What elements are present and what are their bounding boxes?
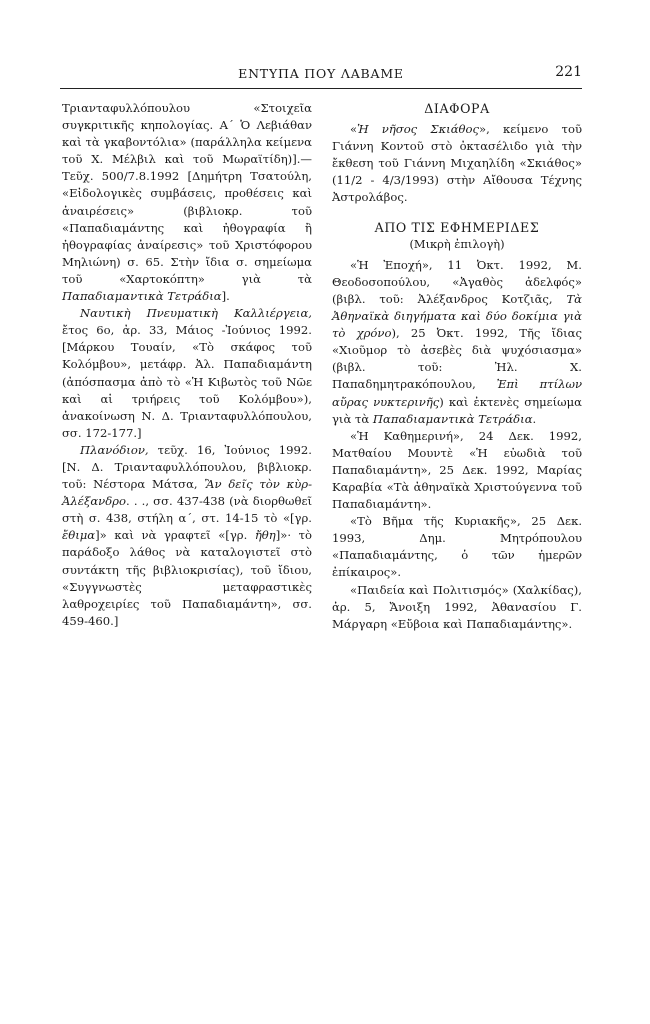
page-header xyxy=(60,62,582,89)
paragraph-skiathos: «Ἡ νῆσος Σκιάθος», κείμενο τοῦ Γιάννη Κοντοῦ στὸ ὀκτασέλιδο γιὰ τὴν ἔκθεση τοῦ Γιάννη Μιχαηλίδη «Σκιάθος» (11/2 - 4/3/1993) στὴν Αἴθουσα Τέχνης Ἀστρολάβος. xyxy=(332,122,582,205)
section-title-efimerides: ΑΠΟ ΤΙΣ ΕΦΗΜΕΡΙΔΕΣ xyxy=(374,219,540,235)
paragraph-vima: «Τὸ Βῆμα τῆς Κυριακῆς», 25 Δεκ. 1993, Δημ. Μητρόπουλου «Παπαδιαμάντης, ὁ τῶν ἡμερῶν ἐπίκαιρος». xyxy=(332,514,582,580)
paragraph-naftiki: Ναυτικὴ Πνευματικὴ Καλλιέργεια, ἔτος 6ο, ἀρ. 33, Μάιος -Ἰούνιος 1992. [Μάρκου Τουαίν, «Τὸ σκάφος τοῦ Κολόμβου», μετάφρ. Ἀλ. Παπαδιαμάντη (ἀπόσπασμα ἀπὸ τὸ «Ἡ Κιβωτὸς τοῦ Νῶε καὶ αἱ τριήρεις τοῦ Κολόμβου»), ἀνακοίνωση Ν. Δ. Τριανταφυλλόπουλου, σσ. 172-177.] xyxy=(62,306,312,440)
running-title: ΕΝΤΥΠΑ ΠΟΥ ΛΑΒΑΜΕ xyxy=(238,66,404,81)
section-subtitle: (Μικρὴ ἐπιλογὴ) xyxy=(409,236,505,251)
paragraph-epochi: «Ἡ Ἐποχή», 11 Ὀκτ. 1992, Μ. Θεοδοσοπούλου, «Ἀγαθὸς ἀδελφός» (βιβλ. τοῦ: Ἀλέξανδρος Κοτζιᾶς, Τὰ Ἀθηναϊκὰ διηγήματα καὶ δύο δοκίμια γιὰ τὸ χρόνο), 25 Ὀκτ. 1992, Τῆς ἴδιας «Χιοῦμορ τὸ ἀσεβὲς διὰ ψυχόσιασμα» (βιβλ. τοῦ: Ἠλ. Χ. Παπαδημητρακόπουλου, Ἐπὶ πτίλων αὔρας νυκτερινῆς) καὶ ἐκτενὲς σημείωμα γιὰ τὰ Παπαδιαμαντικὰ Τετράδια. xyxy=(332,257,582,426)
page-number: 221 xyxy=(555,64,582,80)
section-title-diafora: ΔΙΑΦΟΡΑ xyxy=(424,101,490,116)
paragraph-paideia: «Παιδεία καὶ Πολιτισμός» (Χαλκίδας), ἀρ. 5, Ἄνοιξη 1992, Ἀθανασίου Γ. Μάργαρη «Εὔβοια καὶ Παπαδιαμάντης». xyxy=(332,582,582,631)
left-column xyxy=(62,100,312,630)
paragraph-kathimerini: «Ἡ Καθημερινή», 24 Δεκ. 1992, Ματθαίου Μουντὲ «Ἡ εὐωδιὰ τοῦ Παπαδιαμάντη», 25 Δεκ. 1992, Μαρίας Καραβία «Τὰ ἀθηναϊκὰ Χριστούγεννα τοῦ Παπαδιαμάντη». xyxy=(332,428,582,512)
paragraph-continued: Τριανταφυλλόπουλου «Στοιχεῖα συγκριτικῆς κηπολογίας. Α΄ Ὁ Λεβιάθαν καὶ τὰ γκαβοντόλια» (παράλληλα κείμενα τοῦ Χ. Μέλβιλ καὶ τοῦ Μωραϊτίδη)].— Τεῦχ. 500/7.8.1992 [Δημήτρη Τσατούλη, «Εἰδολογικὲς συμβάσεις, προθέσεις καὶ ἀναιρέσεις» (βιβλιοκρ. τοῦ «Παπαδιαμάντης καὶ ἠθογραφία ἢ ἠθογραφίας ἀναίρεσις» τοῦ Χριστόφορου Μηλιώνη) σ. 65. Στὴν ἴδια σ. σημείωμα τοῦ «Χαρτοκόπτη» γιὰ τὰ Παπαδιαμαντικὰ Τετράδια]. xyxy=(62,101,312,304)
paragraph-planodion: Πλανόδιον, τεῦχ. 16, Ἰούνιος 1992. [Ν. Δ. Τριανταφυλλόπουλου, βιβλιοκρ. τοῦ: Νέστορα Μάτσα, Ἂν δεῖς τὸν κὺρ-Ἀλέξανδρο. . ., σσ. 437-438 (νὰ διορθωθεῖ στὴ σ. 438, στήλη α΄, στ. 14-15 τὸ «[γρ. ἔθιμα]» καὶ νὰ γραφτεῖ «[γρ. ἤθη]»· τὸ παράδοξο λάθος νὰ καταλογιστεῖ στὸ συντάκτη τῆς βιβλιοκρισίας), τοῦ ἴδιου, «Συγγνωστὲς μεταφραστικὲς λαθροχειρίες τοῦ Παπαδιαμάντη», σσ. 459-460.] xyxy=(62,442,312,628)
right-column xyxy=(332,100,582,633)
